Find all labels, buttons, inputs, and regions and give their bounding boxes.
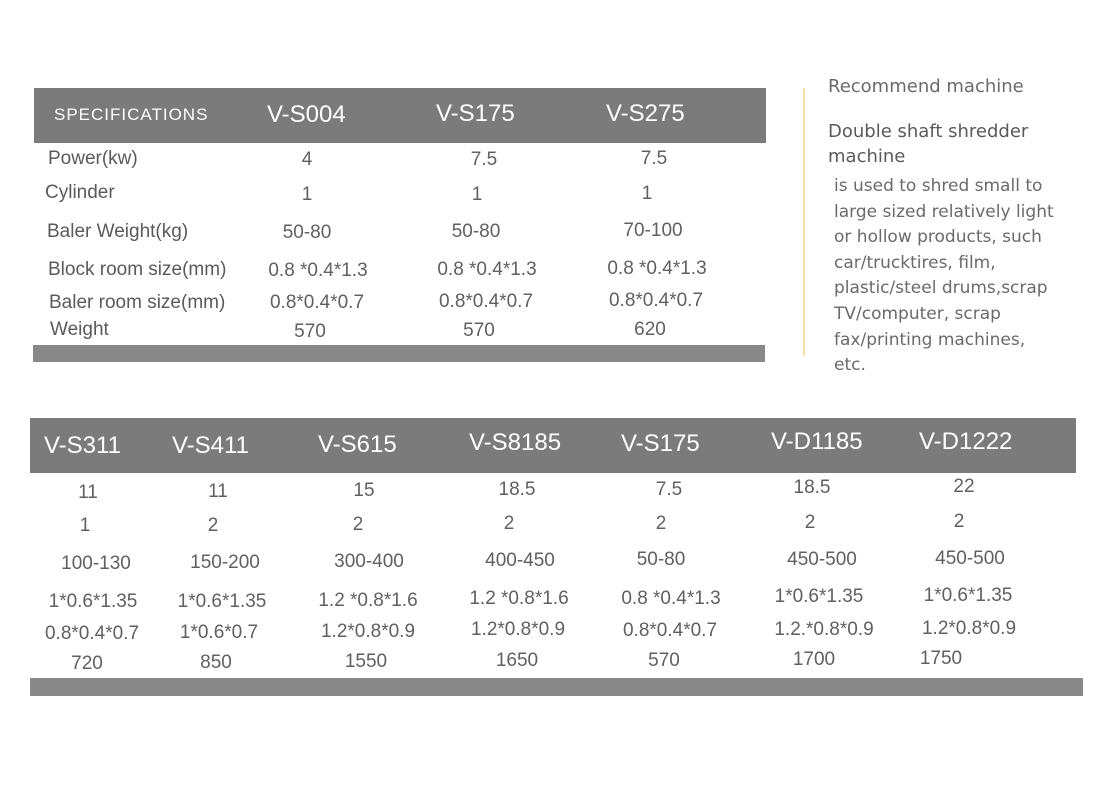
table1-cell: 0.8 *0.4*1.3 <box>437 259 537 280</box>
table2-cell: 2 <box>352 514 364 535</box>
recommend-heading: Recommend machine <box>828 76 1024 97</box>
table2-cell: 0.8 *0.4*1.3 <box>621 588 721 609</box>
table2-model-header: V-S8185 <box>469 429 562 456</box>
description-line: car/trucktires, film, <box>834 252 996 273</box>
table2-footer-bar <box>30 678 1083 696</box>
table2-cell: 1750 <box>919 648 963 669</box>
table2-cell: 850 <box>200 652 232 673</box>
table2-cell: 1.2 *0.8*1.6 <box>318 590 418 611</box>
row-label-weight: Weight <box>50 319 109 340</box>
table1-cell: 0.8*0.4*0.7 <box>438 291 534 312</box>
table2-cell: 1 <box>79 515 91 536</box>
table2-cell: 1.2*0.8*0.9 <box>470 619 566 640</box>
table2-cell: 2 <box>953 511 965 532</box>
table2-cell: 1*0.6*1.35 <box>923 585 1013 606</box>
table2-cell: 570 <box>648 650 680 671</box>
table1-cell: 620 <box>634 319 666 340</box>
description-line: large sized relatively light <box>834 201 1054 222</box>
product-title: Double shaft shredder machine <box>828 121 1029 167</box>
table2-model-header: V-D1222 <box>919 428 1013 455</box>
row-label-power: Power(kw) <box>48 148 138 169</box>
table1-cell: 70-100 <box>623 220 683 241</box>
table1-model-header: V-S175 <box>436 100 515 127</box>
table2-cell: 400-450 <box>485 550 555 571</box>
table2-cell: 2 <box>503 513 515 534</box>
table1-cell: 7.5 <box>470 149 498 170</box>
description-line: is used to shred small to <box>834 176 1043 196</box>
table2-cell: 18.5 <box>498 479 536 500</box>
table2-cell: 1700 <box>792 649 836 670</box>
table1-model-header: V-S004 <box>267 101 346 128</box>
description-line: fax/printing machines, <box>834 329 1026 350</box>
table2-cell: 150-200 <box>190 552 260 573</box>
table2-cell: 720 <box>71 653 103 674</box>
table1-cell: 0.8*0.4*0.7 <box>269 292 365 313</box>
description-line: plastic/steel drums,scrap <box>834 278 1048 299</box>
table2-cell: 0.8*0.4*0.7 <box>622 620 718 641</box>
row-label-cylinder: Cylinder <box>45 182 115 203</box>
table2-cell: 1.2.*0.8*0.9 <box>774 619 874 640</box>
table2-cell: 0.8*0.4*0.7 <box>44 623 140 644</box>
table2-cell: 450-500 <box>787 549 857 570</box>
table2-cell: 2 <box>804 512 816 533</box>
row-label-baler-weight: Baler Weight(kg) <box>47 221 189 242</box>
table1-cell: 1 <box>641 183 653 204</box>
table2-cell: 18.5 <box>793 477 831 498</box>
product-description <box>834 174 1054 379</box>
table1-cell: 0.8 *0.4*1.3 <box>268 260 368 281</box>
table2-cell: 1*0.6*1.35 <box>48 591 138 612</box>
table1-cell: 50-80 <box>282 222 332 243</box>
table1-cell: 4 <box>301 149 313 170</box>
table1-cell: 0.8 *0.4*1.3 <box>607 258 707 279</box>
description-line: or hollow products, such <box>834 227 1042 248</box>
table1-cell: 570 <box>294 321 326 342</box>
table2-cell: 1*0.6*1.35 <box>177 591 267 612</box>
table2-cell: 2 <box>655 513 667 534</box>
table2-cell: 50-80 <box>636 549 686 570</box>
table2-cell: 7.5 <box>655 479 683 500</box>
table1-model-header: V-S275 <box>606 100 685 127</box>
table2-cell: 1650 <box>495 650 539 671</box>
table1-cell: 1 <box>471 184 483 205</box>
table2-model-header: V-S615 <box>318 431 397 458</box>
table2-cell: 1.2*0.8*0.9 <box>320 621 416 642</box>
table1-cell: 570 <box>463 320 495 341</box>
table2-model-header: V-D1185 <box>771 428 863 455</box>
table2-cell: 1*0.6*1.35 <box>774 586 864 607</box>
divider-line <box>803 88 805 356</box>
table1-footer-bar <box>33 345 765 362</box>
specifications-header: SPECIFICATIONS <box>54 105 209 124</box>
table2-model-header: V-S175 <box>621 430 700 457</box>
table1-cell: 50-80 <box>451 221 501 242</box>
table2-cell: 1550 <box>344 651 388 672</box>
table2-cell: 450-500 <box>935 548 1005 569</box>
table2-model-header: V-S311 <box>44 432 121 459</box>
table2-cell: 11 <box>78 482 98 503</box>
row-label-baler-room-size: Baler room size(mm) <box>49 292 226 313</box>
table2-model-header: V-S411 <box>172 432 249 459</box>
table2-cell: 22 <box>953 476 975 497</box>
table2-cell: 2 <box>207 515 219 536</box>
table2-cell: 100-130 <box>61 553 131 574</box>
table2-cell: 11 <box>208 481 228 502</box>
table2-cell: 15 <box>353 480 375 501</box>
table2-cell: 1*0.6*0.7 <box>179 622 259 643</box>
description-line: TV/computer, scrap <box>834 303 1001 324</box>
table1-cell: 7.5 <box>640 148 668 169</box>
row-label-block-room-size: Block room size(mm) <box>48 259 227 280</box>
table1-cell: 1 <box>301 184 313 205</box>
description-line: etc. <box>834 355 866 376</box>
table1-cell: 0.8*0.4*0.7 <box>608 290 704 311</box>
table2-cell: 300-400 <box>334 551 404 572</box>
table2-cell: 1.2*0.8*0.9 <box>921 618 1017 639</box>
table2-cell: 1.2 *0.8*1.6 <box>469 588 569 609</box>
